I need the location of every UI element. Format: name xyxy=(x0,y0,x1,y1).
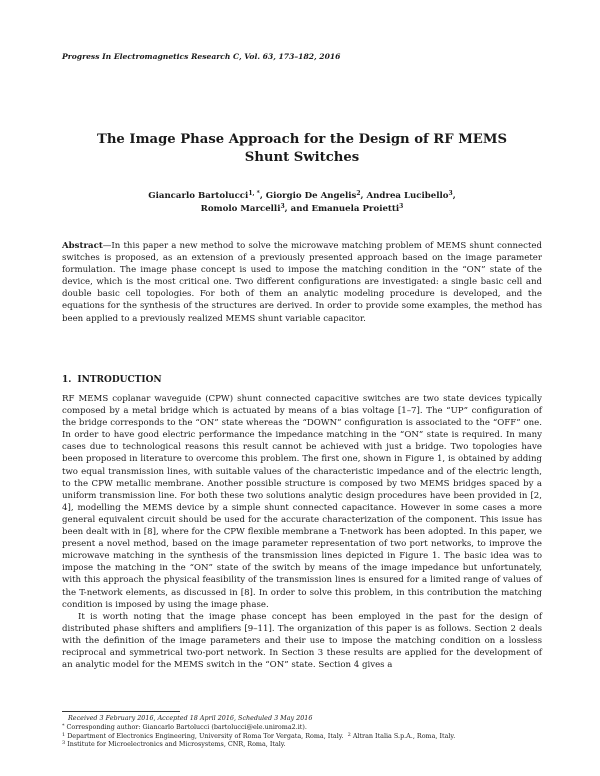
abstract xyxy=(62,240,542,325)
affiliation-line xyxy=(62,732,542,741)
corresponding-author-note xyxy=(62,723,542,732)
author-list xyxy=(62,190,542,215)
abstract-label: Abstract xyxy=(62,241,103,251)
author-affiliation-mark: 3 xyxy=(399,202,404,210)
author-line-2: Romolo Marcelli$^3$, and Emanuela Proietti$^3$ xyxy=(200,202,404,214)
section-heading xyxy=(62,374,168,386)
title-line-2: Shunt Switches xyxy=(244,150,360,165)
section-body xyxy=(62,393,542,671)
author-affiliation-mark: 2 xyxy=(356,190,361,197)
affiliation-text: Department of Electronics Engineering, University of Roma Tor Vergata, Roma, Italy. xyxy=(67,731,344,740)
footnote-mark: 3 xyxy=(62,740,66,747)
author-affiliation-mark: 1, * xyxy=(248,190,260,197)
author-name: Romolo Marcelli xyxy=(200,203,281,214)
title-line-1: The Image Phase Approach for the Design of RF MEMS xyxy=(97,132,507,147)
author-line-1: Giancarlo Bartolucci$^{1, *}$, Giorgio De Angelis$^2$, Andrea Lucibello$^3$, xyxy=(148,190,456,201)
affiliation-line xyxy=(62,740,542,749)
author-name: Emanuela Proietti xyxy=(311,203,400,214)
footnote-mark: 1 xyxy=(62,731,66,738)
affiliation-text: Altran Italia S.p.A., Roma, Italy. xyxy=(352,731,456,740)
paper-title xyxy=(62,131,542,167)
footnote-mark: * xyxy=(62,722,65,729)
footnote-mark: 2 xyxy=(347,731,351,738)
affiliation-text: Institute for Microelectronics and Microsystems, CNR, Roma, Italy. xyxy=(67,740,286,749)
body-paragraph: RF MEMS coplanar waveguide (CPW) shunt connected capacitive switches are two state devices typically composed by a metal bridge which is actuated by means of a bias voltage [1–7]. The “UP” configuration of the bridge corresponds to the “ON” state whereas the “DOWN” configuration is associated to the “OFF” one. In order to have good electric performance the impedance matching in the “ON” state is required. In many cases due to technological reasons this result cannot be achieved with just a bridge. Two topologies have been proposed in literature to overcome this problem. The first one, shown in Figure 1, is obtained by adding two equal transmission lines, with suitable values of the characteristic impedance and of the electric length, to the CPW metallic membrane. Another possible structure is composed by two MEMS bridges spaced by a uniform transmission line. For both these two solutions analytic design procedures have been provided in [2, 4], modelling the MEMS device by a simple shunt connected capacitance. However in some cases a more general equivalent circuit should be used for the accurate characterization of the component. This issue has been dealt with in [8], where for the CPW flexible membrane a T-network has been adopted. In this paper, we present a novel method, based on the image parameter representation of two port networks, to improve the microwave matching in the synthesis of the transmission lines depicted in Figure 1. The basic idea was to impose the matching in the “ON” state of the switch by means of the image impedance but unfortunately, with this approach the physical feasibility of the transmission lines is ensured for a limited range of values of the T-network elements, as discussed in [8]. In order to solve this problem, in this contribution the matching condition is imposed by using the image phase. xyxy=(62,394,542,610)
author-affiliation-mark: 3 xyxy=(448,190,453,197)
author-name: Giorgio De Angelis xyxy=(265,191,357,201)
section-title: INTRODUCTION xyxy=(77,375,162,385)
footnote-divider xyxy=(62,711,180,712)
author-name: Andrea Lucibello xyxy=(366,191,449,201)
footnotes xyxy=(62,714,542,749)
section-number: 1. xyxy=(62,375,72,385)
journal-header: Progress In Electromagnetics Research C, Vol. 63, 173–182, 2016 xyxy=(62,52,341,61)
body-paragraph: It is worth noting that the image phase concept has been employed in the past for the design of distributed phase shifters and amplifiers [9–11]. The organization of this paper is as follows. Section 2 deals with the definition of the image parameters and their use to impose the matching condition on a lossless reciprocal and symmetrical two-port network. In Section 3 these results are applied for the development of an analytic model for the MEMS switch in the “ON” state. Section 4 gives a xyxy=(62,611,542,671)
corresponding-author-text: Corresponding author: Giancarlo Bartolucci (bartolucci@ele.uniroma2.it). xyxy=(66,722,307,731)
abstract-text: —In this paper a new method to solve the microwave matching problem of MEMS shunt connected switches is proposed, as an extension of a previously presented approach based on the image parameter formulation. The image phase concept is used to impose the matching condition in the “ON” state of the device, which is the most critical one. Two different configurations are investigated: a single basic cell and double basic cell topologies. For both of them an analytic modeling procedure is developed, and the equations for the synthesis of the structures are derived. In order to provide some examples, the method has been applied to a previously realized MEMS shunt variable capacitor. xyxy=(62,241,542,324)
received-dates: Received 3 February 2016, Accepted 18 April 2016, Scheduled 3 May 2016 xyxy=(68,714,313,722)
author-name: Giancarlo Bartolucci xyxy=(148,191,249,201)
author-affiliation-mark: 3 xyxy=(280,202,285,210)
